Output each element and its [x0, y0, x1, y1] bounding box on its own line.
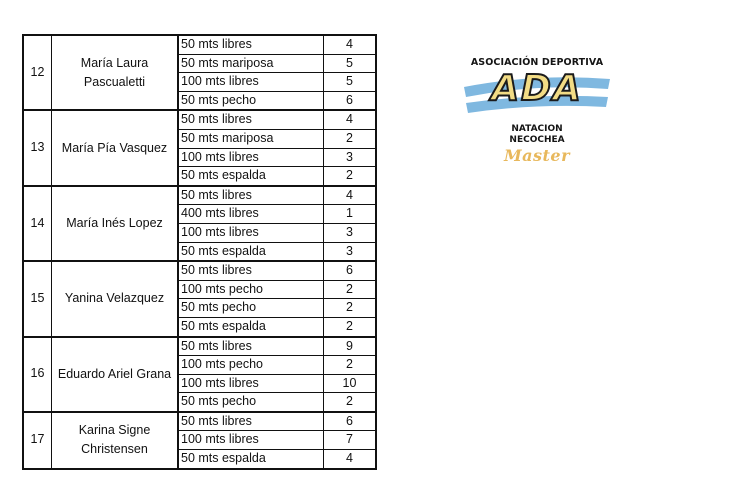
swimmer-name: Yanina Velazquez: [52, 261, 179, 336]
event-place: 2: [324, 317, 377, 336]
event-name: 100 mts libres: [178, 431, 324, 450]
event-name: 50 mts libres: [178, 186, 324, 205]
event-place: 5: [324, 54, 377, 73]
table-row: [23, 186, 376, 205]
event-name: 50 mts libres: [178, 337, 324, 356]
event-name: 50 mts pecho: [178, 393, 324, 412]
swimmer-name: María Inés Lopez: [52, 186, 179, 261]
logo-mark: ADA: [491, 68, 583, 109]
event-name: 400 mts libres: [178, 205, 324, 224]
event-place: 2: [324, 167, 377, 186]
event-place: 6: [324, 261, 377, 280]
event-name: 50 mts libres: [178, 412, 324, 431]
event-name: 100 mts pecho: [178, 280, 324, 299]
event-place: 6: [324, 412, 377, 431]
event-name: 100 mts libres: [178, 148, 324, 167]
event-place: 3: [324, 148, 377, 167]
swimmer-number: 14: [23, 186, 52, 261]
event-place: 2: [324, 299, 377, 318]
table-row: [23, 110, 376, 129]
table-row: [23, 35, 376, 54]
event-place: 9: [324, 337, 377, 356]
swimmer-name: María Pía Vasquez: [52, 110, 179, 185]
event-place: 5: [324, 73, 377, 92]
event-name: 50 mts libres: [178, 35, 324, 54]
event-place: 7: [324, 431, 377, 450]
swimmer-number: 12: [23, 35, 52, 110]
table-row: [23, 337, 376, 356]
swimmer-number: 16: [23, 337, 52, 412]
logo-top-text: ASOCIACIÓN DEPORTIVA: [470, 57, 604, 68]
event-place: 10: [324, 374, 377, 393]
event-name: 50 mts pecho: [178, 91, 324, 110]
event-name: 50 mts mariposa: [178, 129, 324, 148]
swimmer-name: María Laura Pascualetti: [52, 35, 179, 110]
event-place: 4: [324, 35, 377, 54]
event-place: 2: [324, 393, 377, 412]
event-place: 3: [324, 223, 377, 242]
swimmer-number: 15: [23, 261, 52, 336]
event-place: 2: [324, 129, 377, 148]
event-place: 6: [324, 91, 377, 110]
event-place: 4: [324, 110, 377, 129]
logo-line-2: NECOCHEA: [509, 135, 565, 145]
event-name: 50 mts libres: [178, 261, 324, 280]
event-place: 2: [324, 280, 377, 299]
club-logo: [462, 55, 612, 170]
event-name: 50 mts espalda: [178, 167, 324, 186]
event-name: 100 mts pecho: [178, 356, 324, 375]
swimmer-name: Eduardo Ariel Grana: [52, 337, 179, 412]
table-row: [23, 412, 376, 431]
results-body: [23, 35, 376, 469]
event-name: 50 mts libres: [178, 110, 324, 129]
results-table: [22, 34, 377, 470]
logo-line-1: NATACION: [511, 124, 563, 134]
event-name: 100 mts libres: [178, 374, 324, 393]
event-place: 4: [324, 450, 377, 469]
swimmer-number: 13: [23, 110, 52, 185]
event-name: 100 mts libres: [178, 73, 324, 92]
event-name: 50 mts mariposa: [178, 54, 324, 73]
event-name: 50 mts pecho: [178, 299, 324, 318]
event-place: 4: [324, 186, 377, 205]
event-place: 1: [324, 205, 377, 224]
event-place: 2: [324, 356, 377, 375]
swimmer-name: Karina Signe Christensen: [52, 412, 179, 469]
event-place: 3: [324, 242, 377, 261]
swimmer-number: 17: [23, 412, 52, 469]
table-row: [23, 261, 376, 280]
event-name: 50 mts espalda: [178, 317, 324, 336]
logo-subtitle: Master: [503, 146, 571, 165]
event-name: 50 mts espalda: [178, 450, 324, 469]
event-name: 50 mts espalda: [178, 242, 324, 261]
event-name: 100 mts libres: [178, 223, 324, 242]
